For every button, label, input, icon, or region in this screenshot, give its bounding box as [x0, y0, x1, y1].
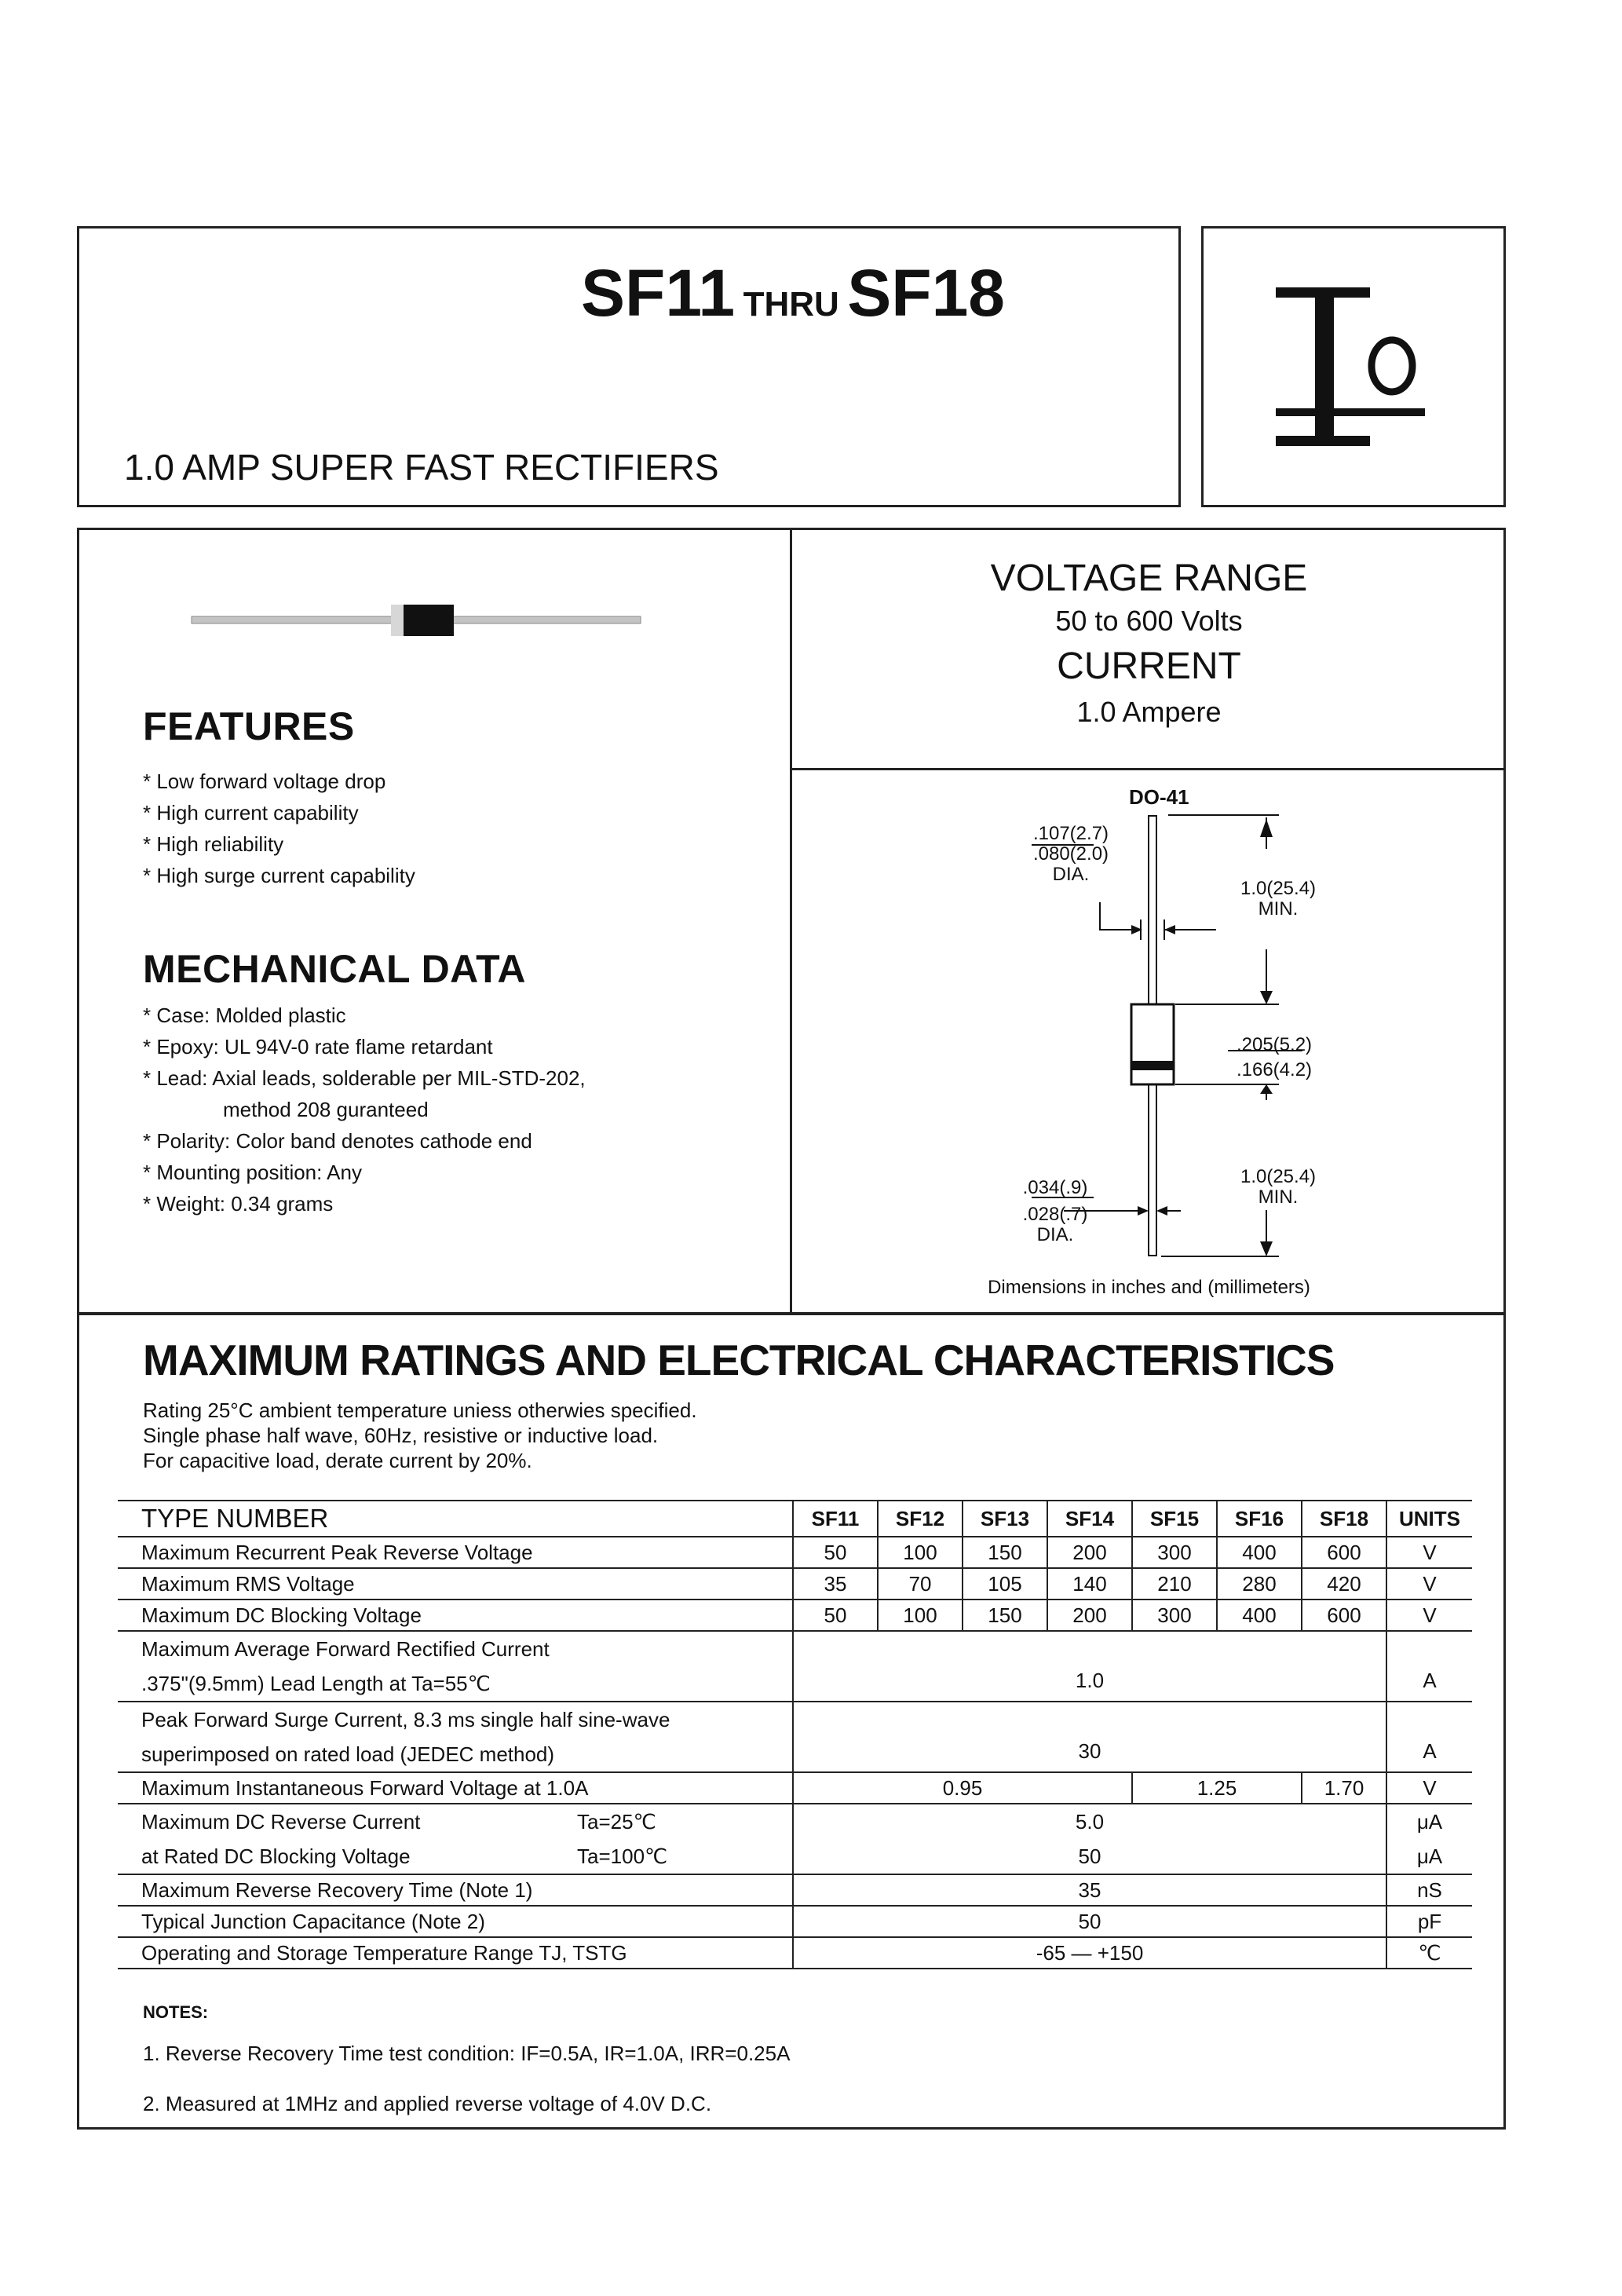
current-heading: CURRENT [1057, 645, 1241, 687]
list-item: * High surge current capability [143, 864, 415, 887]
notes-heading: NOTES: [143, 2002, 209, 2022]
dim-text: 1.0(25.4) [1240, 1166, 1317, 1187]
row-label-line: Maximum Average Forward Rectified Current [141, 1637, 550, 1661]
cell: 280 [1217, 1568, 1302, 1600]
ratings-heading: MAXIMUM RATINGS AND ELECTRICAL CHARACTERISTICS [143, 1336, 1335, 1384]
dim-text: DIA. [1052, 864, 1090, 885]
cell: 420 [1302, 1568, 1386, 1600]
cell: 150 [963, 1600, 1047, 1631]
dim-text: DIA. [1036, 1224, 1074, 1245]
unit-cell: A [1386, 1631, 1472, 1702]
dim-text: MIN. [1258, 1186, 1299, 1208]
table-row [118, 1600, 1472, 1631]
unit-cell: A [1386, 1702, 1472, 1772]
ratings-table [118, 1500, 1472, 1969]
list-item: * Polarity: Color band denotes cathode end [143, 1129, 532, 1153]
header-cell: SF14 [1047, 1501, 1132, 1537]
features-list [143, 766, 415, 891]
cell [793, 1804, 1386, 1874]
cell-line: 50 [1078, 1844, 1101, 1868]
wire-diameter-label [1017, 1178, 1093, 1245]
list-item: method 208 guranteed [223, 1098, 429, 1121]
cell: 1.0 [793, 1631, 1386, 1702]
list-item: * Case: Molded plastic [143, 1004, 346, 1027]
cell: 30 [793, 1702, 1386, 1772]
row-label: Maximum Instantaneous Forward Voltage at 1.0A [118, 1772, 793, 1804]
list-item: * Mounting position: Any [143, 1161, 362, 1184]
dim-text: MIN. [1258, 898, 1299, 919]
table-row [118, 1906, 1472, 1937]
header-cell: SF11 [793, 1501, 878, 1537]
row-label [118, 1804, 793, 1874]
row-label-line: superimposed on rated load (JEDEC method) [141, 1742, 555, 1766]
table-row [118, 1937, 1472, 1969]
title-part1: SF11 [581, 256, 736, 330]
dim-text: .080(2.0) [1032, 843, 1109, 865]
cell: 50 [793, 1537, 878, 1568]
cell: 300 [1132, 1537, 1217, 1568]
row-label [118, 1702, 793, 1772]
condition-line: Single phase half wave, 60Hz, resistive or inductive load. [143, 1424, 659, 1447]
row-label-line: Maximum DC Reverse Current [141, 1810, 421, 1834]
title-thru: THRU [743, 285, 839, 324]
table-row [118, 1874, 1472, 1906]
lead-diameter-label [1032, 824, 1110, 885]
condition-line: Rating 25°C ambient temperature uniess otherwies specified. [143, 1398, 697, 1422]
list-item: * High current capability [143, 801, 359, 824]
table-row [118, 1804, 1472, 1874]
table-row [118, 1702, 1472, 1772]
diode-image [188, 601, 644, 640]
row-label: Operating and Storage Temperature Range TJ, TSTG [118, 1937, 793, 1969]
list-item: * Low forward voltage drop [143, 770, 386, 793]
unit-cell: V [1386, 1600, 1472, 1631]
condition-line: For capacitive load, derate current by 20%. [143, 1449, 532, 1472]
header-cell: SF15 [1132, 1501, 1217, 1537]
cell: 150 [963, 1537, 1047, 1568]
header-cell: SF12 [878, 1501, 963, 1537]
row-label-line: .375"(9.5mm) Lead Length at Ta=55℃ [141, 1672, 491, 1695]
dim-text: 1.0(25.4) [1240, 878, 1317, 899]
table-row [118, 1568, 1472, 1600]
note-item: 2. Measured at 1MHz and applied reverse voltage of 4.0V D.C. [143, 2092, 712, 2115]
cell: 600 [1302, 1600, 1386, 1631]
cell: 50 [793, 1600, 878, 1631]
mechanical-heading: MECHANICAL DATA [143, 947, 527, 991]
dim-text: .166(4.2) [1236, 1059, 1313, 1080]
table-row [118, 1772, 1472, 1804]
cell: 200 [1047, 1600, 1132, 1631]
lead-length-bottom-label [1233, 1167, 1324, 1208]
features-heading: FEATURES [143, 704, 355, 748]
cell: 140 [1047, 1568, 1132, 1600]
dim-text: .034(.9) [1022, 1177, 1088, 1198]
row-label-line: at Rated DC Blocking Voltage [141, 1844, 411, 1868]
cell: 100 [878, 1537, 963, 1568]
cell: 0.95 [793, 1772, 1132, 1804]
row-label: Typical Junction Capacitance (Note 2) [118, 1906, 793, 1937]
cell-line: 5.0 [1075, 1810, 1105, 1834]
cell-line: μA [1416, 1810, 1443, 1834]
row-label [118, 1631, 793, 1702]
mechanical-list [143, 1000, 586, 1219]
dimension-footnote: Dimensions in inches and (millimeters) [988, 1277, 1310, 1298]
title-part2: SF18 [847, 256, 1006, 330]
unit-cell: V [1386, 1537, 1472, 1568]
table-header-row [118, 1501, 1472, 1537]
header-cell: UNITS [1386, 1501, 1472, 1537]
page-subtitle: 1.0 AMP SUPER FAST RECTIFIERS [124, 447, 719, 488]
cell: -65 — +150 [793, 1937, 1386, 1969]
cell: 400 [1217, 1537, 1302, 1568]
cell: 105 [963, 1568, 1047, 1600]
header-cell: TYPE NUMBER [118, 1501, 793, 1537]
header-cell: SF16 [1217, 1501, 1302, 1537]
cell: 35 [793, 1874, 1386, 1906]
unit-cell: nS [1386, 1874, 1472, 1906]
list-item: * Epoxy: UL 94V-0 rate flame retardant [143, 1035, 493, 1058]
row-label: Maximum RMS Voltage [118, 1568, 793, 1600]
table-row [118, 1631, 1472, 1702]
cell: 300 [1132, 1600, 1217, 1631]
condition-text: Ta=100℃ [577, 1844, 668, 1868]
notes-list [143, 2042, 790, 2116]
list-item: * High reliability [143, 832, 284, 856]
part-title [581, 255, 1005, 331]
package-name: DO-41 [1129, 785, 1189, 809]
row-label: Maximum Recurrent Peak Reverse Voltage [118, 1537, 793, 1568]
header-cell: SF18 [1302, 1501, 1386, 1537]
header-cell: SF13 [963, 1501, 1047, 1537]
voltage-range-heading: VOLTAGE RANGE [990, 558, 1308, 599]
lead-length-top-label [1233, 879, 1324, 919]
cell: 210 [1132, 1568, 1217, 1600]
list-item: * Weight: 0.34 grams [143, 1192, 334, 1216]
unit-cell [1386, 1804, 1472, 1874]
condition-text: Ta=25℃ [577, 1810, 656, 1834]
cell: 600 [1302, 1537, 1386, 1568]
company-logo [1201, 226, 1506, 507]
package-drawing [792, 770, 1506, 1312]
cell: 100 [878, 1600, 963, 1631]
summary-block [792, 556, 1506, 732]
ratings-conditions [143, 1398, 697, 1473]
unit-cell: pF [1386, 1906, 1472, 1937]
row-label: Maximum DC Blocking Voltage [118, 1600, 793, 1631]
cell: 50 [793, 1906, 1386, 1937]
cell: 200 [1047, 1537, 1132, 1568]
cell: 70 [878, 1568, 963, 1600]
row-label-line: Peak Forward Surge Current, 8.3 ms single half sine-wave [141, 1708, 670, 1731]
cell: 35 [793, 1568, 878, 1600]
note-item: 1. Reverse Recovery Time test condition: IF=0.5A, IR=1.0A, IRR=0.25A [143, 2042, 791, 2065]
cell: 400 [1217, 1600, 1302, 1631]
row-label: Maximum Reverse Recovery Time (Note 1) [118, 1874, 793, 1906]
list-item: * Lead: Axial leads, solderable per MIL-STD-202, [143, 1066, 586, 1090]
unit-cell: ℃ [1386, 1937, 1472, 1969]
cell: 1.25 [1132, 1772, 1302, 1804]
current-value: 1.0 Ampere [1076, 696, 1222, 728]
voltage-range-value: 50 to 600 Volts [1055, 605, 1243, 637]
unit-cell: V [1386, 1772, 1472, 1804]
cell-line: μA [1416, 1844, 1443, 1868]
dim-text: .205(5.2) [1236, 1034, 1313, 1055]
dim-text: .028(.7) [1022, 1204, 1088, 1225]
cell: 1.70 [1302, 1772, 1386, 1804]
body-length-label [1231, 1035, 1317, 1080]
table-row [118, 1537, 1472, 1568]
dim-text: .107(2.7) [1032, 823, 1109, 844]
unit-cell: V [1386, 1568, 1472, 1600]
